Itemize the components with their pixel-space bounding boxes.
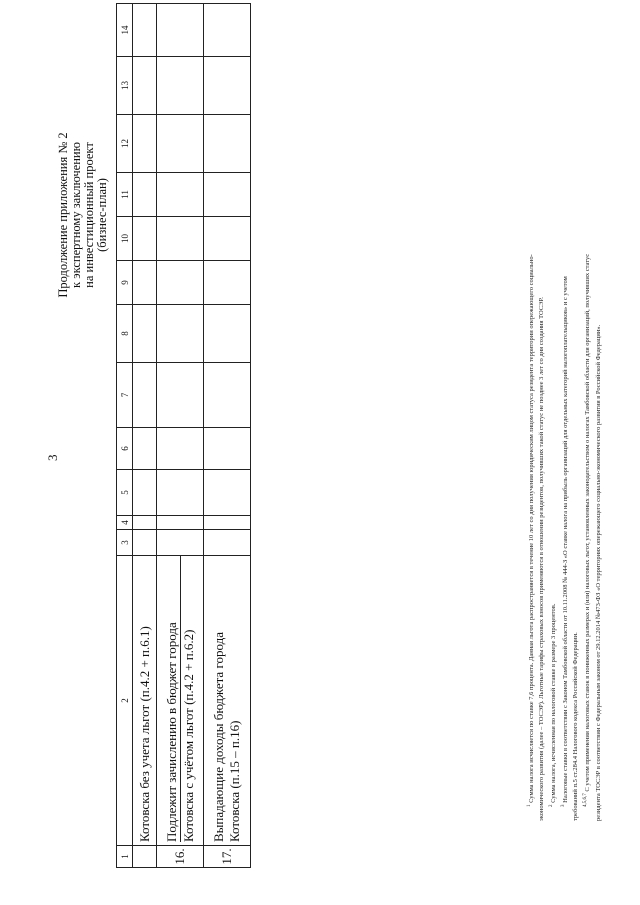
footnotes	[525, 21, 604, 821]
header-line: к экспертному заключению	[69, 142, 83, 288]
table-cell	[204, 516, 251, 530]
header-line: Продолжение приложения № 2	[56, 132, 70, 298]
table-cell	[204, 217, 251, 261]
row-label	[157, 556, 204, 846]
footnote	[571, 21, 581, 821]
table-cell	[157, 261, 204, 305]
table-header-row	[117, 4, 133, 868]
header-cell: 1	[117, 846, 133, 868]
table-cell	[204, 363, 251, 428]
budget-table	[116, 3, 251, 868]
row-label	[204, 556, 251, 846]
header-cell: 2	[117, 556, 133, 846]
table-cell	[157, 217, 204, 261]
table-cell	[133, 305, 157, 363]
table-cell	[204, 4, 251, 57]
table-row	[204, 4, 251, 868]
header-cell: 5	[117, 470, 133, 516]
table-cell	[133, 217, 157, 261]
footnote	[559, 21, 571, 821]
footnote-text: Налоговые ставки в соответствии с Законом Тамбовской области от 10.11.2008 № 444-З «О ставке налога на прибыль организаций для отдельных категорий налогоплательщиков» и с учетом	[562, 276, 570, 803]
table-cell	[133, 530, 157, 556]
table-cell	[133, 470, 157, 516]
row-label-line: Котовска с учётом льгот (п.4.2 + п.6.2)	[180, 556, 197, 842]
table-cell	[204, 305, 251, 363]
table-cell	[133, 115, 157, 173]
footnote-text: требований п.5 ст.284.4 Налогового кодекса Российской Федерации.	[572, 632, 580, 821]
header-cell: 10	[117, 217, 133, 261]
header-line: (бизнес-план)	[95, 178, 109, 252]
header-cell: 3	[117, 530, 133, 556]
header-cell: 13	[117, 57, 133, 115]
row-number: 16.	[157, 846, 204, 868]
table-row	[157, 4, 204, 868]
table-cell	[133, 4, 157, 57]
table-cell	[133, 57, 157, 115]
table-row	[133, 4, 157, 868]
table-cell	[157, 363, 204, 428]
header-cell: 6	[117, 428, 133, 470]
table-cell	[204, 470, 251, 516]
page-number: 3	[45, 454, 60, 461]
row-label-line: Котовска без учета льгот (п.4.2 + п.6.1)	[136, 626, 152, 842]
table-cell	[204, 428, 251, 470]
footnote-mark: 4,5,6,7	[583, 793, 589, 807]
header-cell: 4	[117, 516, 133, 530]
table-cell	[157, 305, 204, 363]
header-cell: 12	[117, 115, 133, 173]
table-cell	[157, 115, 204, 173]
table-cell	[157, 530, 204, 556]
row-number	[133, 846, 157, 868]
table-cell	[157, 516, 204, 530]
row-label-line: Подлежит зачислению в бюджет города	[163, 622, 179, 842]
header-cell: 14	[117, 4, 133, 57]
table-cell	[133, 363, 157, 428]
table-cell	[204, 57, 251, 115]
header-cell: 8	[117, 305, 133, 363]
footnote	[537, 21, 547, 821]
footnote	[581, 21, 593, 821]
footnote-text: Сумма налога, исчисленная по налоговой ставке в размере 3 процентов.	[550, 603, 558, 803]
table-cell	[204, 261, 251, 305]
table-cell	[133, 516, 157, 530]
table-cell	[204, 115, 251, 173]
footnote-text: С учетом применения налоговых ставок в пониженных размерах и (или) налоговых льгот, установленных законодательством о налогах Тамбовской области для организаций, получивших статус	[584, 253, 592, 792]
row-label-line: Выпадающие доходы бюджета города	[211, 632, 226, 842]
table-cell	[157, 428, 204, 470]
row-label-line: Котовска (п.15 – п.16)	[227, 720, 242, 842]
table-cell	[133, 428, 157, 470]
table-cell	[133, 261, 157, 305]
footnote-text: резидента ТОСЭР в соответствии с Федеральным законом от 29.12.2014 №473-ФЗ «О территориях опережающего социально-экономического развития в Российской Федерации».	[594, 324, 602, 821]
table-cell	[157, 4, 204, 57]
table-cell	[157, 173, 204, 217]
table-cell	[204, 173, 251, 217]
table-cell	[157, 57, 204, 115]
header-cell: 11	[117, 173, 133, 217]
footnote-mark: 2	[549, 804, 555, 807]
row-number: 17.	[204, 846, 251, 868]
table-cell	[133, 173, 157, 217]
row-label	[133, 556, 157, 846]
table-cell	[157, 470, 204, 516]
header-line: на инвестиционный проект	[82, 142, 96, 288]
footnote-text: Сумма налога исчисляется по ставке 7,6 процента. Данная льгота распространяется в течение 10 лет со дня получения юридическим лицом статуса резидента территории опережающего социально-	[528, 254, 536, 803]
footnote-text: экономического развития (далее – ТОСЭР). Льготные тарифы страховых взносов применяются в отношении резидентов, получивших такой статус не позднее 3 лет со дня создания ТОСЭР.	[538, 297, 546, 821]
header-cell: 9	[117, 261, 133, 305]
appendix-header	[57, 50, 109, 380]
footnote	[547, 21, 559, 821]
footnote-mark: 1	[527, 804, 532, 807]
table-cell	[204, 530, 251, 556]
footnote	[594, 21, 604, 821]
footnote-mark: 3	[561, 804, 567, 807]
header-cell: 7	[117, 363, 133, 428]
footnote	[525, 21, 537, 821]
